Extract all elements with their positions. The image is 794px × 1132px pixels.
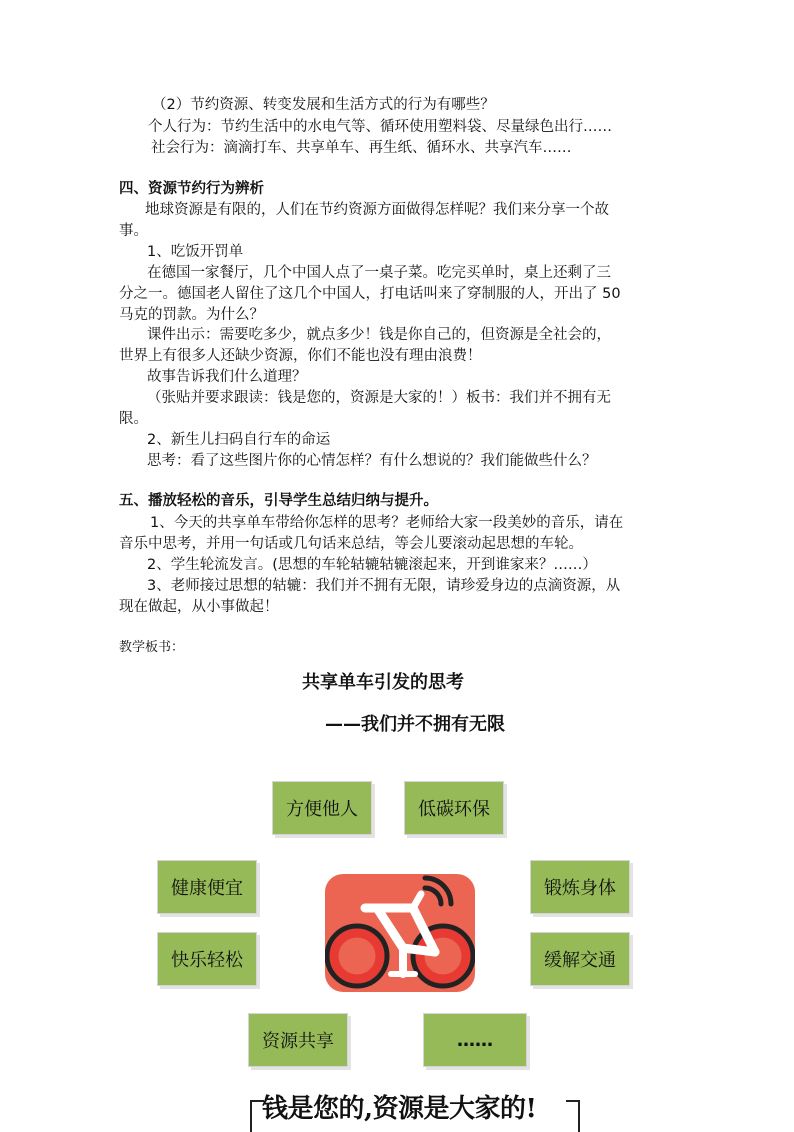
bicycle-icon — [325, 874, 475, 992]
paragraph-3-line-2: 世界上有很多人还缺少资源，你们不能也没有理由浪费！ — [119, 348, 482, 364]
paragraph-4: 故事告诉我们什么道理？ — [147, 369, 307, 385]
paragraph-5-line-1: （张贴并要求跟读：钱是您的，资源是大家的！）板书：我们并不拥有无 — [147, 390, 611, 406]
section-4-heading: 四、资源节约行为辨析 — [119, 181, 264, 197]
story-2-title: 2、新生儿扫码自行车的命运 — [147, 432, 331, 448]
paragraph-2-line-3: 马克的罚款。为什么？ — [119, 307, 264, 323]
board-box-healthy: 健康便宜 — [157, 860, 257, 914]
paragraph-8: 2、学生轮流发言。(思想的车轮轱辘轱辘滚起来，开到谁家来？……） — [147, 557, 597, 573]
paragraph-1-line-1: 地球资源是有限的，人们在节约资源方面做得怎样呢？我们来分享一个故 — [145, 202, 609, 218]
paragraph-1-line-2: 事。 — [119, 223, 148, 239]
closing-slogan: 钱是您的,资源是大家的! — [262, 1094, 537, 1124]
board-box-traffic: 缓解交通 — [530, 932, 630, 986]
board-box-ellipsis: …… — [423, 1013, 527, 1067]
question-2: （2）节约资源、转变发展和生活方式的行为有哪些？ — [152, 97, 495, 113]
paragraph-5-line-2: 限。 — [119, 411, 148, 427]
paragraph-7-line-2: 音乐中思考，并用一句话或几句话来总结，等会儿要滚动起思想的车轮。 — [119, 536, 583, 552]
paragraph-2-line-1: 在德国一家餐厅，几个中国人点了一桌子菜。吃完买单时，桌上还剩了三 — [147, 265, 611, 281]
paragraph-6: 思考：看了这些图片你的心情怎样？有什么想说的？我们能做些什么？ — [147, 453, 597, 469]
board-title: 共享单车引发的思考 — [302, 672, 464, 693]
paragraph-7-line-1: 1、今天的共享单车带给你怎样的思考？老师给大家一段美妙的音乐，请在 — [150, 515, 624, 531]
board-box-low-carbon: 低碳环保 — [404, 781, 504, 835]
paragraph-2-line-2: 分之一。德国老人留住了这几个中国人，打电话叫来了穿制服的人，开出了 50 — [119, 286, 621, 302]
social-behavior: 社会行为：滴滴打车、共享单车、再生纸、循环水、共享汽车…… — [151, 140, 572, 156]
board-box-happy: 快乐轻松 — [157, 932, 257, 986]
personal-behavior: 个人行为：节约生活中的水电气等、循环使用塑料袋、尽量绿色出行…… — [148, 119, 612, 135]
section-5-heading: 五、播放轻松的音乐，引导学生总结归纳与提升。 — [119, 493, 438, 509]
story-1-title: 1、吃饭开罚单 — [147, 244, 244, 260]
paragraph-3-line-1: 课件出示：需要吃多少，就点多少！钱是你自己的，但资源是全社会的， — [147, 327, 611, 343]
board-box-resource-sharing: 资源共享 — [248, 1013, 348, 1067]
board-box-exercise: 锻炼身体 — [530, 860, 630, 914]
shared-bike-app-icon — [325, 874, 475, 992]
slogan-right-bracket — [566, 1100, 580, 1132]
paragraph-9-line-1: 3、老师接过思想的轱辘：我们并不拥有无限，请珍爱身边的点滴资源，从 — [147, 578, 621, 594]
board-label: 教学板书： — [119, 640, 185, 655]
paragraph-9-line-2: 现在做起，从小事做起！ — [119, 599, 279, 615]
board-box-convenient: 方便他人 — [272, 781, 372, 835]
board-subtitle: ——我们并不拥有无限 — [325, 714, 505, 735]
